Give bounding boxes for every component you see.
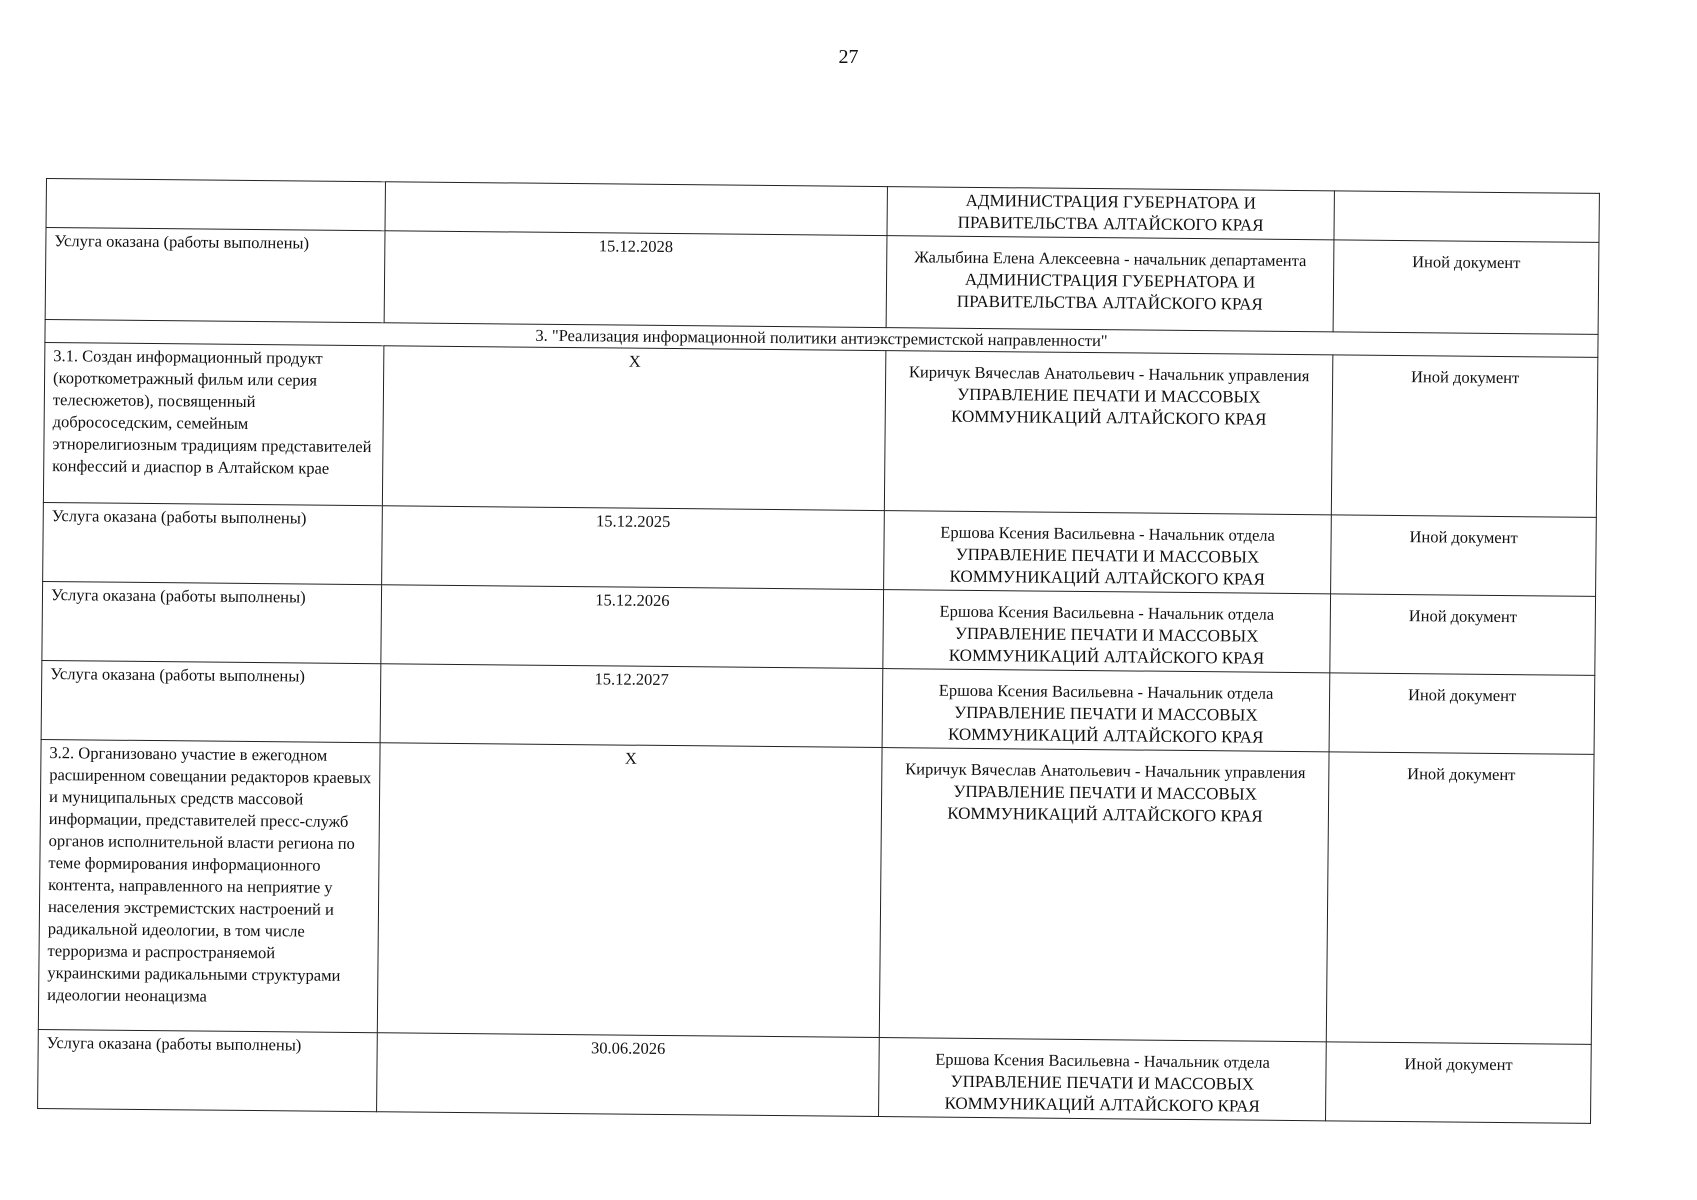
table-row: [38, 739, 1594, 1044]
table-row: [43, 502, 1597, 596]
deadline-cell: 30.06.2026: [377, 1033, 880, 1117]
result-description-cell: Услуга оказана (работы выполнены): [45, 228, 385, 323]
table-row: [38, 1029, 1592, 1123]
document-type-cell: [1334, 191, 1599, 243]
responsible-organization: УПРАВЛЕНИЕ ПЕЧАТИ И МАССОВЫХ КОММУНИКАЦИЙ АЛТАЙСКОГО КРАЯ: [948, 623, 1265, 668]
responsible-organization: УПРАВЛЕНИЕ ПЕЧАТИ И МАССОВЫХ КОММУНИКАЦИЙ АЛТАЙСКОГО КРАЯ: [949, 544, 1265, 589]
result-description-cell: [46, 179, 385, 231]
result-description-cell: Услуга оказана (работы выполнены): [38, 1029, 378, 1111]
document-type-cell: Иной документ: [1333, 240, 1599, 335]
responsible-cell: [879, 748, 1329, 1042]
responsible-organization: УПРАВЛЕНИЕ ПЕЧАТИ И МАССОВЫХ КОММУНИКАЦИЙ АЛТАЙСКОГО КРАЯ: [944, 1071, 1260, 1116]
responsible-organization: УПРАВЛЕНИЕ ПЕЧАТИ И МАССОВЫХ КОММУНИКАЦИЙ АЛТАЙСКОГО КРАЯ: [951, 384, 1267, 429]
page-number: 27: [838, 46, 859, 68]
responsible-cell: [884, 351, 1333, 515]
responsible-organization: АДМИНИСТРАЦИЯ ГУБЕРНАТОРА И ПРАВИТЕЛЬСТВА АЛТАЙСКОГО КРАЯ: [957, 190, 1264, 235]
responsible-person: Киричук Вячеслав Анатольевич - Начальник управления: [905, 759, 1306, 783]
responsible-cell: [883, 590, 1331, 673]
section-title: 3. "Реализация информационной политики антиэкстремистской направленности": [45, 319, 1598, 357]
responsible-cell: [879, 1038, 1327, 1121]
document-type-cell: Иной документ: [1331, 515, 1597, 597]
result-description-cell: Услуга оказана (работы выполнены): [42, 581, 382, 663]
result-description-cell: Услуга оказана (работы выполнены): [43, 502, 383, 584]
plan-table-body: [38, 179, 1600, 1124]
deadline-cell: X: [382, 346, 886, 511]
deadline-cell: X: [377, 743, 882, 1038]
responsible-organization: УПРАВЛЕНИЕ ПЕЧАТИ И МАССОВЫХ КОММУНИКАЦИЙ АЛТАЙСКОГО КРАЯ: [947, 781, 1263, 826]
responsible-person: Ершова Ксения Васильевна - Начальник отдела: [935, 1049, 1270, 1072]
document-type-cell: Иной документ: [1330, 594, 1596, 676]
responsible-person: Жалыбина Елена Алексеевна - начальник департамента: [914, 247, 1307, 271]
deadline-cell: [385, 182, 887, 236]
table-row: [41, 660, 1595, 754]
document-type-cell: Иной документ: [1331, 355, 1598, 518]
plan-table: [37, 178, 1600, 1124]
deadline-cell: 15.12.2028: [384, 231, 887, 328]
responsible-person: Ершова Ксения Васильевна - Начальник отдела: [939, 601, 1275, 624]
table-row: [43, 342, 1597, 517]
deadline-cell: 15.12.2026: [381, 585, 884, 669]
responsible-person: Ершова Ксения Васильевна - Начальник отдела: [938, 680, 1274, 703]
result-description-cell: 3.1. Создан информационный продукт (короткометражный фильм или серия телесюжетов), посвященный добрососедским, семейным этнорелигиозным традициям представителей конфессий и диаспор в Алтайском крае: [43, 342, 384, 505]
document-type-cell: Иной документ: [1329, 673, 1595, 755]
result-description-cell: Услуга оказана (работы выполнены): [41, 660, 381, 742]
responsible-cell: [887, 187, 1334, 240]
table-row: [42, 581, 1596, 675]
document-type-cell: Иной документ: [1326, 1042, 1592, 1124]
result-description-cell: 3.2. Организовано участие в ежегодном расширенном совещании редакторов краевых и муниципальных средств массовой информации, представителей пресс-служб органов исполнительной власти региона по теме формирования информационного контента, направленного на неприятие у населения экстремистских настроений и радикальной идеологии, в том числе терроризма и распространяемой украинскими радикальными структурами идеологии неонацизма: [38, 739, 380, 1032]
deadline-cell: 15.12.2027: [380, 664, 883, 748]
responsible-organization: УПРАВЛЕНИЕ ПЕЧАТИ И МАССОВЫХ КОММУНИКАЦИЙ АЛТАЙСКОГО КРАЯ: [947, 702, 1264, 747]
deadline-cell: 15.12.2025: [382, 506, 885, 590]
responsible-person: Киричук Вячеслав Анатольевич - Начальник управления: [908, 362, 1310, 386]
responsible-cell: [884, 511, 1332, 594]
table-row: [45, 228, 1599, 335]
responsible-organization: АДМИНИСТРАЦИЯ ГУБЕРНАТОРА И ПРАВИТЕЛЬСТВА АЛТАЙСКОГО КРАЯ: [956, 269, 1263, 314]
responsible-cell: [886, 236, 1334, 332]
responsible-cell: [882, 669, 1330, 752]
document-type-cell: Иной документ: [1326, 752, 1594, 1045]
responsible-person: Ершова Ксения Васильевна - Начальник отдела: [940, 522, 1276, 545]
